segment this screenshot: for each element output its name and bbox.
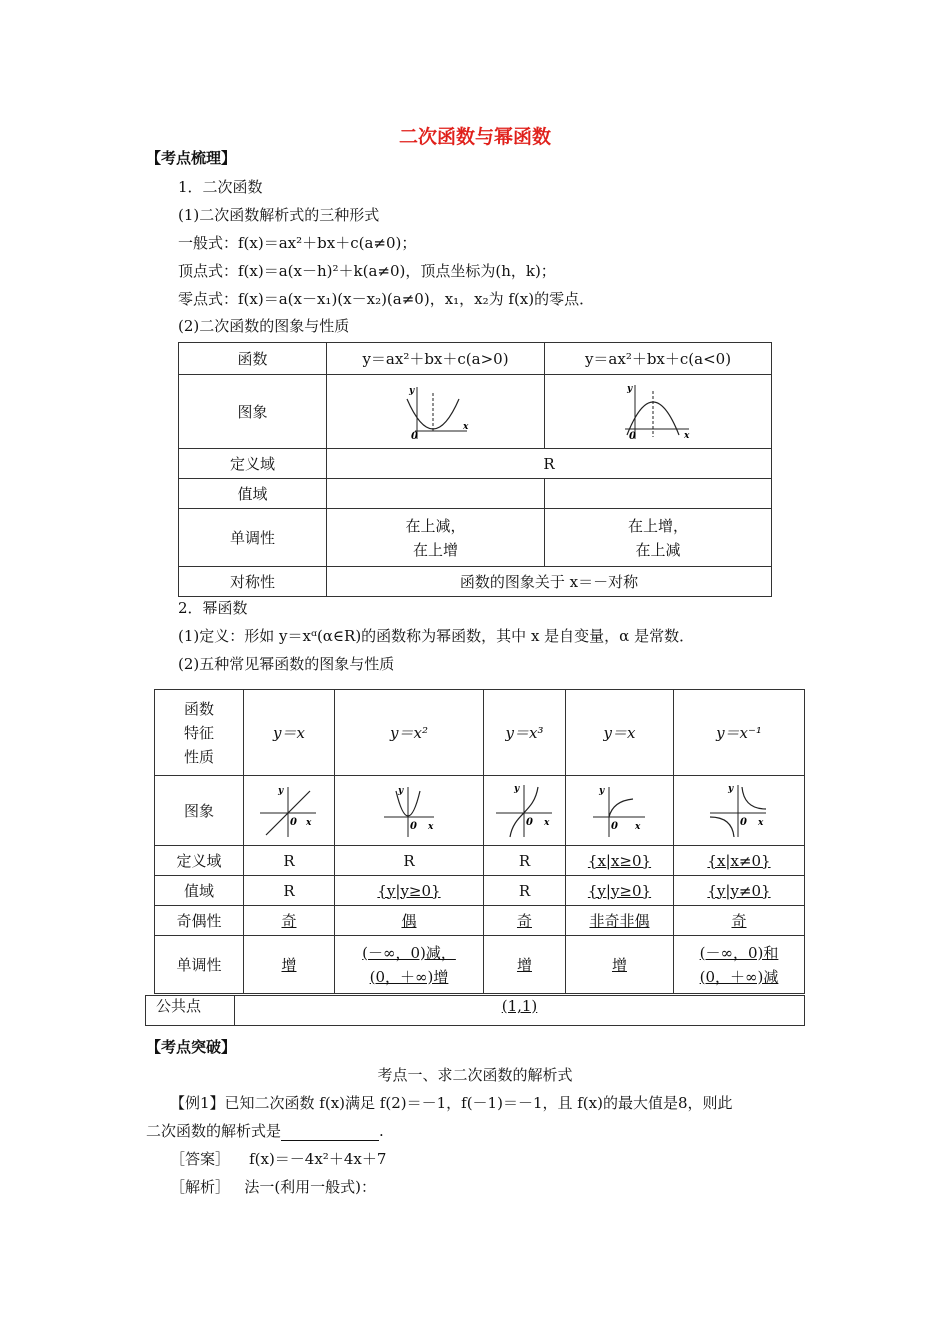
mono-a-positive <box>327 509 545 567</box>
mono-line-0: (－∞，0)减， <box>362 943 456 962</box>
range-a-negative <box>545 479 772 509</box>
row-parity-label: 奇偶性 <box>155 906 244 936</box>
vertex-form: 顶点式：f(x)＝a(x－h)²＋k(a≠0)，顶点坐标为(h，k)； <box>178 262 556 280</box>
analysis-label: ［解析］ <box>170 1178 231 1196</box>
svg-text:0: 0 <box>410 430 418 441</box>
svg-text:0: 0 <box>525 816 533 828</box>
svg-text:y: y <box>728 783 734 794</box>
graph-linear <box>244 776 335 846</box>
parity-2: 奇 <box>484 906 566 936</box>
row-monotonic-label-2: 单调性 <box>155 936 244 994</box>
header-line-property: 性质 <box>183 747 214 766</box>
mono-a-negative <box>545 509 772 567</box>
mono-pos-line1: 在上减， <box>405 516 466 535</box>
graph-square <box>335 776 484 846</box>
svg-text:x: x <box>428 821 434 832</box>
common-point-table <box>145 995 805 1026</box>
range-4: {y|y≠0} <box>674 876 805 906</box>
range-0: R <box>244 876 335 906</box>
graph-cube <box>484 776 566 846</box>
svg-text:x: x <box>758 817 764 828</box>
header-feature <box>155 690 244 776</box>
svg-text:0: 0 <box>410 820 417 832</box>
parity-1: 偶 <box>335 906 484 936</box>
svg-text:0: 0 <box>610 820 618 832</box>
heading-quadratic: 1．二次函数 <box>178 178 263 196</box>
graph-parabola-down <box>545 375 772 449</box>
svg-text:x: x <box>543 817 549 828</box>
range-3: {y|y≥0} <box>566 876 674 906</box>
answer-label: ［答案］ <box>170 1150 231 1168</box>
heading-five-power: (2)五种常见幂函数的图象与性质 <box>178 655 395 673</box>
svg-text:y: y <box>408 385 414 396</box>
header-a-negative: y＝ax²＋bx＋c(a<0) <box>545 343 772 375</box>
domain-0: R <box>244 846 335 876</box>
mono-1 <box>335 936 484 994</box>
section-header-breakthrough: 【考点突破】 <box>146 1038 237 1056</box>
header-line-function: 函数 <box>183 699 214 718</box>
mono-4 <box>674 936 805 994</box>
example1-line2: 二次函数的解析式是 . <box>146 1122 384 1140</box>
domain-3: {x|x≥0} <box>566 846 674 876</box>
row-graph-label: 图象 <box>179 375 327 449</box>
mono-line-0: (－∞，0)和 <box>699 943 779 962</box>
heading-graph-properties: (2)二次函数的图象与性质 <box>178 317 350 335</box>
heading-power-function: 2．幂函数 <box>178 599 248 617</box>
example1-line2-text: 二次函数的解析式是 <box>146 1122 282 1140</box>
heading-three-forms: (1)二次函数解析式的三种形式 <box>178 206 380 224</box>
svg-text:y: y <box>278 785 284 796</box>
row-range-label: 值域 <box>179 479 327 509</box>
row-symmetry-label: 对称性 <box>179 567 327 597</box>
header-line-feature: 特征 <box>183 723 214 742</box>
func-y-x3: y＝x³ <box>484 690 566 776</box>
page-title: 二次函数与幂函数 <box>398 126 551 148</box>
parity-3: 非奇非偶 <box>566 906 674 936</box>
svg-text:y: y <box>598 785 604 796</box>
func-y-x-inverse: y＝x⁻¹ <box>674 690 805 776</box>
graph-inverse <box>674 776 805 846</box>
svg-text:x: x <box>634 821 640 832</box>
quadratic-table <box>178 342 772 597</box>
row-domain-label: 定义域 <box>179 449 327 479</box>
power-table <box>154 689 805 994</box>
row-graph-label-2: 图象 <box>155 776 244 846</box>
svg-text:y: y <box>513 783 519 794</box>
svg-text:y: y <box>398 785 404 796</box>
graph-parabola-up <box>327 375 545 449</box>
header-function: 函数 <box>179 343 327 375</box>
mono-3: 增 <box>566 936 674 994</box>
example1-line1: 【例1】已知二次函数 f(x)满足 f(2)＝－1，f(－1)＝－1，且 f(x)的最大值是8，则此 <box>170 1094 733 1112</box>
svg-text:x: x <box>462 421 468 432</box>
range-1: {y|y≥0} <box>335 876 484 906</box>
range-2: R <box>484 876 566 906</box>
mono-pos-line2: 在上增 <box>412 540 458 559</box>
domain-1: R <box>335 846 484 876</box>
graph-sqrt <box>566 776 674 846</box>
mono-neg-line1: 在上增， <box>627 516 688 535</box>
answer-blank <box>281 1124 379 1141</box>
topic-heading: 考点一、求二次函数的解析式 <box>377 1066 573 1084</box>
svg-text:0: 0 <box>740 816 747 828</box>
mono-line-1: (0，＋∞)增 <box>369 967 449 986</box>
zero-form: 零点式：f(x)＝a(x－x₁)(x－x₂)(a≠0)，x₁，x₂为 f(x)的零点． <box>178 290 595 308</box>
row-common-label: 公共点 <box>146 996 235 1026</box>
svg-text:x: x <box>306 817 312 828</box>
row-monotonic-label: 单调性 <box>179 509 327 567</box>
answer-value: f(x)＝－4x²＋4x＋7 <box>249 1150 387 1168</box>
parity-4: 奇 <box>674 906 805 936</box>
parity-0: 奇 <box>244 906 335 936</box>
func-y-x2: y＝x² <box>335 690 484 776</box>
mono-2: 增 <box>484 936 566 994</box>
domain-value: R <box>327 449 772 479</box>
row-domain-label-2: 定义域 <box>155 846 244 876</box>
row-range-label-2: 值域 <box>155 876 244 906</box>
common-point: (1,1) <box>235 996 805 1026</box>
svg-text:0: 0 <box>290 816 297 828</box>
func-y-sqrt-x: y＝x <box>566 690 674 776</box>
mono-neg-line2: 在上减 <box>635 540 681 559</box>
mono-line-1: (0，＋∞)减 <box>699 967 779 986</box>
symmetry-value: 函数的图象关于 x＝－对称 <box>327 567 772 597</box>
answer-line <box>170 1149 386 1169</box>
mono-0: 增 <box>244 936 335 994</box>
analysis-value: 法一(利用一般式)： <box>244 1178 377 1196</box>
power-definition: (1)定义：形如 y＝xᵅ(α∈R)的函数称为幂函数，其中 x 是自变量，α 是常数． <box>178 627 695 645</box>
func-y-x: y＝x <box>244 690 335 776</box>
domain-4: {x|x≠0} <box>674 846 805 876</box>
section-header-review: 【考点梳理】 <box>146 149 237 167</box>
svg-text:0: 0 <box>629 430 636 441</box>
domain-2: R <box>484 846 566 876</box>
analysis-line <box>170 1177 376 1197</box>
svg-text:y: y <box>627 383 633 394</box>
svg-text:x: x <box>684 430 690 441</box>
header-a-positive: y＝ax²＋bx＋c(a>0) <box>327 343 545 375</box>
range-a-positive <box>327 479 545 509</box>
general-form: 一般式：f(x)＝ax²＋bx＋c(a≠0)； <box>178 234 417 252</box>
